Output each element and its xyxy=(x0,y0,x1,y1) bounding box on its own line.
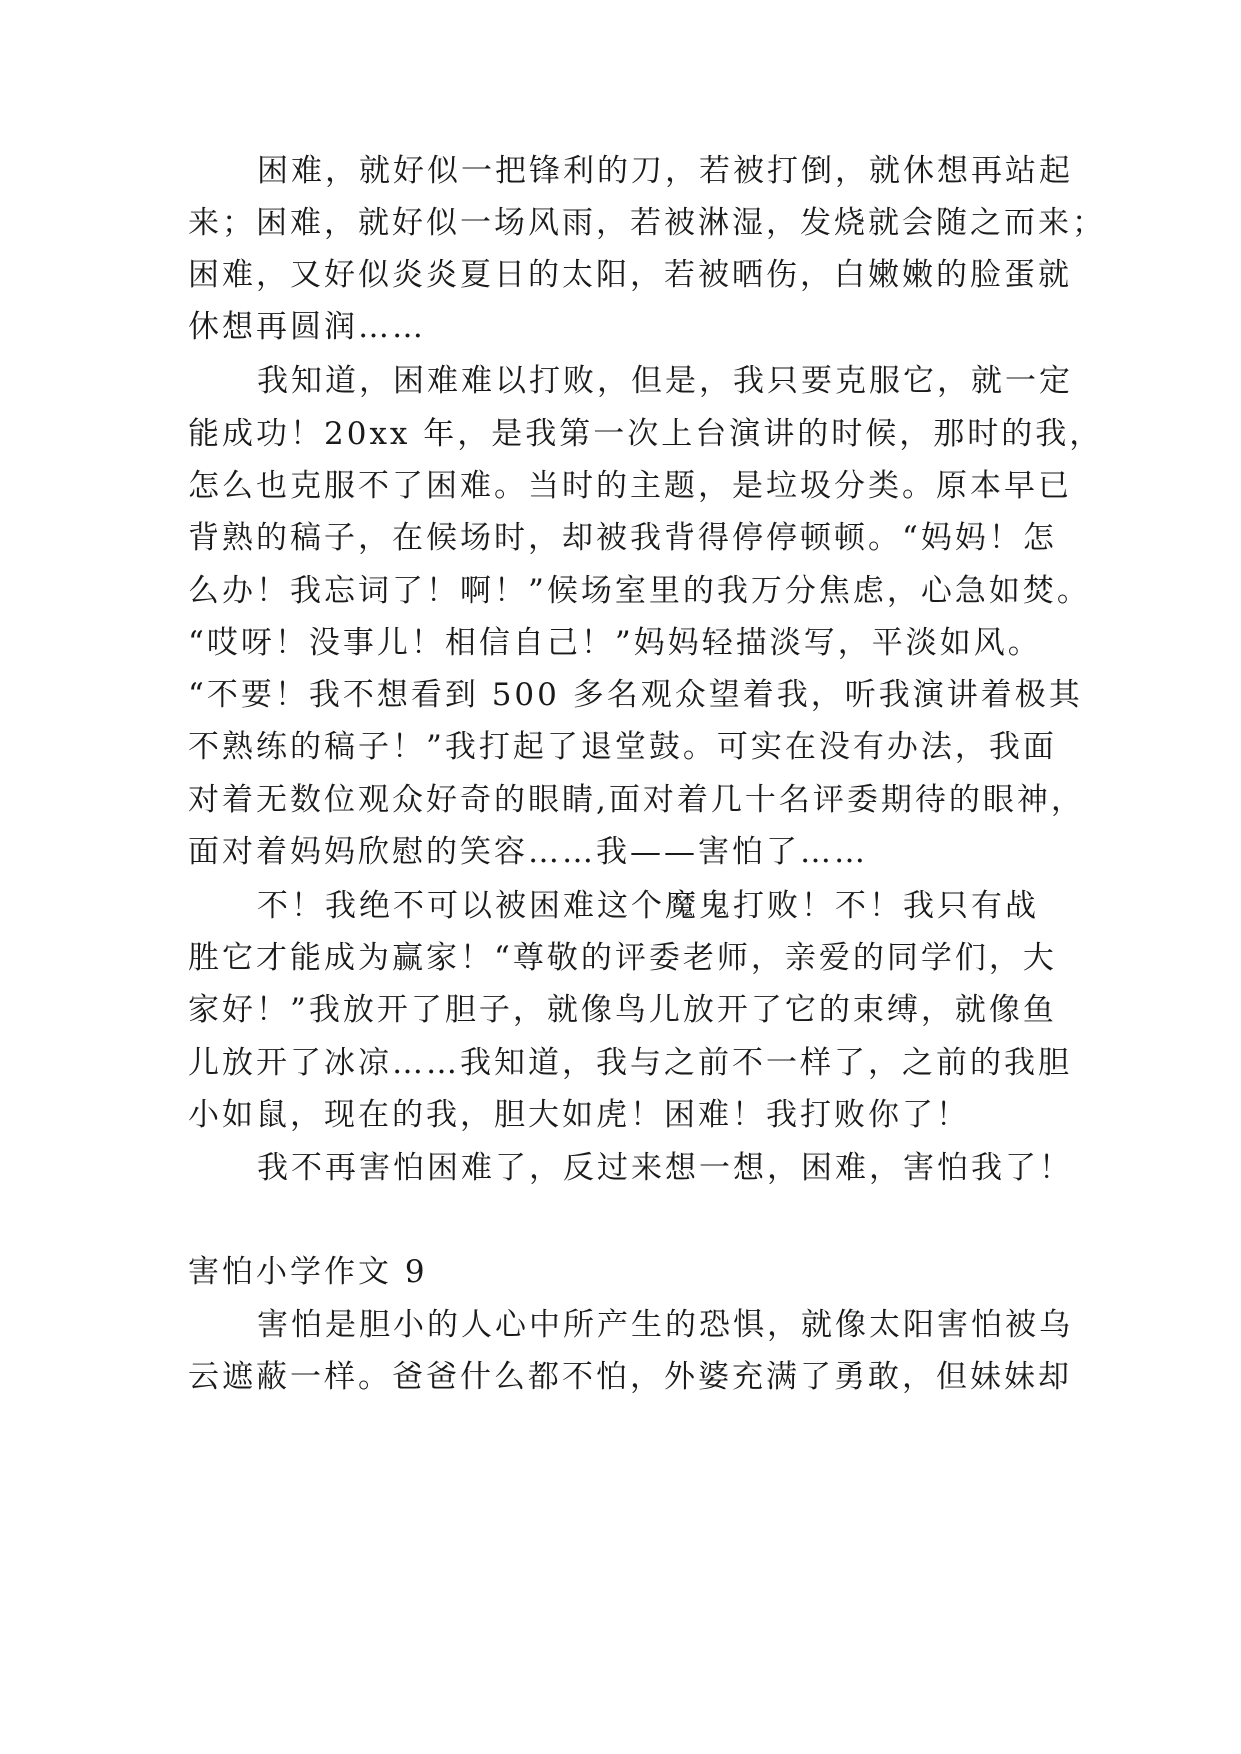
paragraph-line: 胜它才能成为赢家！“尊敬的评委老师，亲爱的同学们，大 xyxy=(188,940,1057,976)
paragraph-line: 对着无数位观众好奇的眼睛,面对着几十名评委期待的眼神， xyxy=(188,782,1085,818)
paragraph-line: 怎么也克服不了困难。当时的主题，是垃圾分类。原本早已 xyxy=(188,468,1072,504)
paragraph-line: 害怕是胆小的人心中所产生的恐惧，就像太阳害怕被乌 xyxy=(257,1307,1073,1343)
paragraph-line: 不！我绝不可以被困难这个魔鬼打败！不！我只有战 xyxy=(257,888,1039,924)
paragraph-line: 背熟的稿子，在候场时，却被我背得停停顿顿。“妈妈！怎 xyxy=(188,520,1057,556)
paragraph-line: 面对着妈妈欣慰的笑容……我——害怕了…… xyxy=(188,834,868,870)
paragraph-line: 云遮蔽一样。爸爸什么都不怕，外婆充满了勇敢，但妹妹却 xyxy=(188,1359,1072,1395)
section-heading: 害怕小学作文 9 xyxy=(188,1254,428,1290)
paragraph-line: 么办！我忘词了！啊！”候场室里的我万分焦虑，心急如焚。 xyxy=(188,573,1091,609)
paragraph-line: 困难，就好似一把锋利的刀，若被打倒，就休想再站起 xyxy=(257,153,1073,189)
paragraph-line: 我知道，困难难以打败，但是，我只要克服它，就一定 xyxy=(257,363,1073,399)
paragraph-line: 儿放开了冰凉……我知道，我与之前不一样了，之前的我胆 xyxy=(188,1045,1072,1081)
paragraph-line: 来；困难，就好似一场风雨，若被淋湿，发烧就会随之而来； xyxy=(188,205,1106,241)
paragraph-line: “哎呀！没事儿！相信自己！”妈妈轻描淡写，平淡如风。 xyxy=(188,625,1042,661)
paragraph-line: 我不再害怕困难了，反过来想一想，困难，害怕我了！ xyxy=(257,1150,1073,1186)
paragraph-line: 能成功！20xx 年，是我第一次上台演讲的时候，那时的我， xyxy=(188,416,1104,452)
paragraph-line: 困难，又好似炎炎夏日的太阳，若被晒伤，白嫩嫩的脸蛋就 xyxy=(188,257,1072,293)
paragraph-line: 休想再圆润…… xyxy=(188,309,426,345)
paragraph-line: 不熟练的稿子！”我打起了退堂鼓。可实在没有办法，我面 xyxy=(188,729,1057,765)
paragraph-line: 小如鼠，现在的我，胆大如虎！困难！我打败你了！ xyxy=(188,1097,970,1133)
paragraph-line: “不要！我不想看到 500 多名观众望着我，听我演讲着极其 xyxy=(188,677,1083,713)
paragraph-line: 家好！”我放开了胆子，就像鸟儿放开了它的束缚，就像鱼 xyxy=(188,992,1057,1028)
